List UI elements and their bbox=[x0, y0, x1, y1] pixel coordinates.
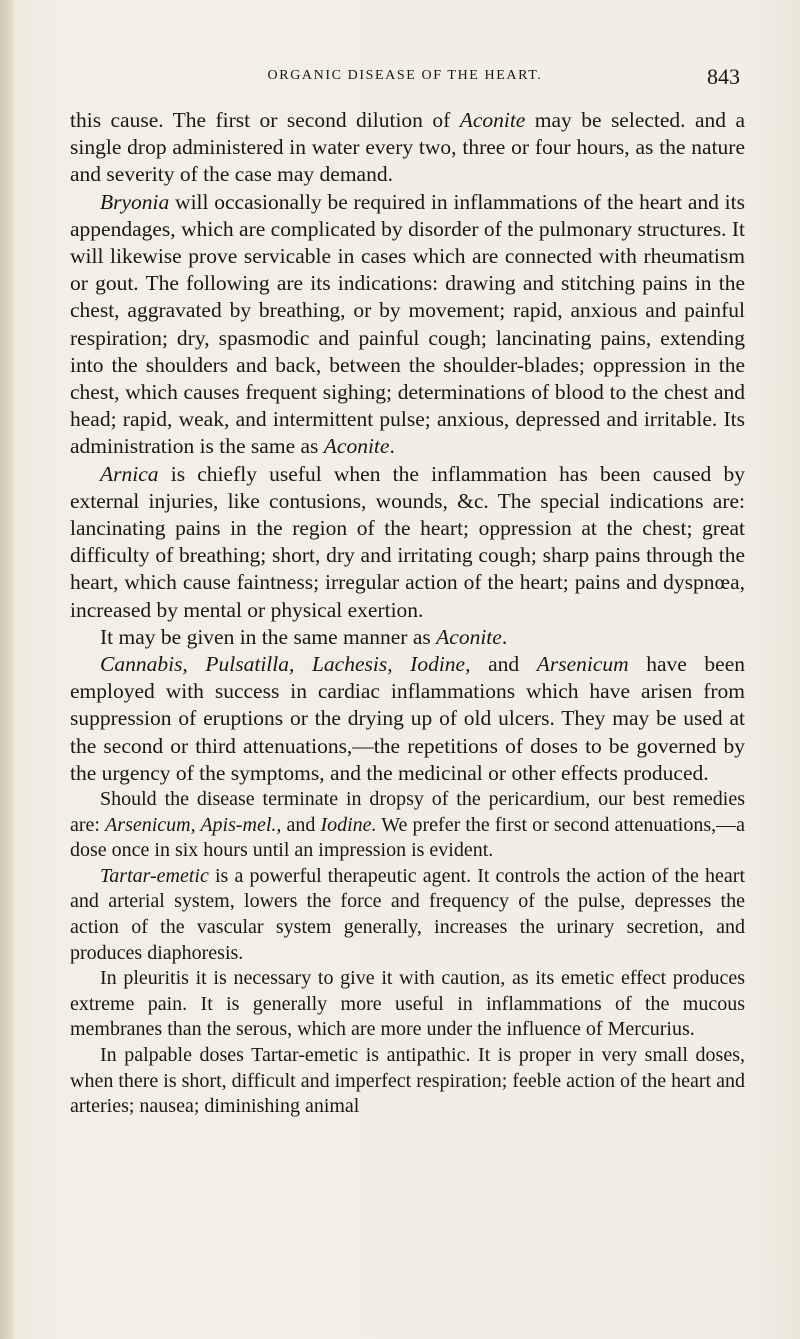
paragraph-cannabis-remedies bbox=[70, 651, 745, 787]
tartar-emetic-term: Tartar-emetic bbox=[100, 864, 209, 887]
paragraph-bryonia bbox=[70, 189, 745, 461]
paragraph-pleuritis bbox=[70, 966, 745, 1043]
p4-text: It may be given in the same manner as bbox=[100, 624, 437, 649]
p2-text: will occasionally be required in inflammations of the heart and its appendages, which are complicated by disorder of the pulmonary structures. It will likewise prove servicable in cases which are connected with rheumatism or gout. The following are its indications: drawing and stitching pains in the chest, aggravated by breathing, or by movement; rapid, anxious and painful respiration; dry, spasmodic and painful cough; lancinating pains, extending into the shoulders and back, between the shoulder-blades; oppression in the chest, which causes frequent sighing; determinations of blood to the chest and head; rapid, weak, and intermittent pulse; anxious, depressed and irritable. Its administration is the same as bbox=[70, 189, 745, 459]
p5-text: have been employed with success in cardiac inflammations which have arisen from suppression of eruptions or the drying up of old ulcers. They may be used at the second or third attenuations,—the repetitions of doses to be governed by the urgency of the symptoms, and the medicinal or other effects produced. bbox=[70, 652, 745, 785]
p2-aconite-term: Aconite bbox=[323, 434, 390, 459]
p5-and: and bbox=[470, 652, 537, 677]
p4-end: . bbox=[501, 624, 508, 649]
p1-rest: may be selected. and a single drop administered in water every two, three or four hours, as the nature and severity of the case may demand. bbox=[70, 108, 745, 187]
paragraph-tartar-emetic bbox=[70, 864, 745, 966]
paragraph-dropsy bbox=[70, 787, 745, 864]
paragraph-palpable-doses bbox=[70, 1043, 745, 1120]
arnica-term: Arnica bbox=[100, 461, 159, 486]
p6-arsenicum-term: Arsenicum, Apis-mel., bbox=[105, 813, 282, 836]
p6-text: Should the disease terminate in dropsy of the pericardium, our best remedies are: bbox=[70, 788, 745, 836]
paragraph-same-manner bbox=[70, 624, 745, 651]
running-head: ORGANIC DISEASE OF THE HEART. bbox=[267, 68, 543, 83]
remedy-list-term: Cannabis, Pulsatilla, Lachesis, Iodine, bbox=[100, 652, 471, 677]
p4-aconite-term: Aconite bbox=[436, 624, 502, 649]
page-gutter-edge bbox=[0, 0, 14, 1339]
p7-text: is a powerful therapeutic agent. It controls the action of the heart and arterial system, lowers the force and frequency of the pulse, depresses the action of the vascular system generally, increases the urinary secretion, and produces diaphoresis. bbox=[70, 864, 745, 964]
paragraph-arnica bbox=[70, 461, 745, 624]
page-header bbox=[70, 64, 740, 94]
p3-text: is chiefly useful when the inflammation has been caused by external injuries, like contusions, wounds, &c. The special indications are: lancinating pains in the region of the heart; oppression at the chest; great difficulty of breathing; short, dry and irritating cough; sharp pains through the heart, which cause faintness; irregular action of the heart; pains and dyspnœa, increased by mental or physical exertion. bbox=[70, 461, 745, 622]
bryonia-term: Bryonia bbox=[100, 189, 170, 214]
p6-and: and bbox=[281, 813, 321, 836]
p8-text: In pleuritis it is necessary to give it with caution, as its emetic effect produces extreme pain. It is generally more useful in inflammations of the mucous membranes than the serous, which are more under the influence of Mercurius. bbox=[70, 967, 745, 1041]
p2-end: . bbox=[389, 434, 395, 459]
paragraph-aconite-dilution bbox=[70, 107, 745, 189]
body-text bbox=[70, 107, 745, 1120]
p1-aconite-term: Aconite bbox=[459, 108, 526, 132]
p1-text: this cause. The first or second dilution of bbox=[70, 108, 460, 132]
p9-text: In palpable doses Tartar-emetic is antipathic. It is proper in very small doses, when there is short, difficult and imperfect respiration; feeble action of the heart and arteries; nausea; diminishing animal bbox=[70, 1044, 745, 1118]
p6-iodine-term: Iodine. bbox=[320, 813, 377, 836]
p6-rest: We prefer the first or second attenuations,—a dose once in six hours until an impression is evident. bbox=[70, 813, 745, 862]
page-number: 843 bbox=[707, 64, 740, 89]
arsenicum-term: Arsenicum bbox=[536, 652, 629, 677]
